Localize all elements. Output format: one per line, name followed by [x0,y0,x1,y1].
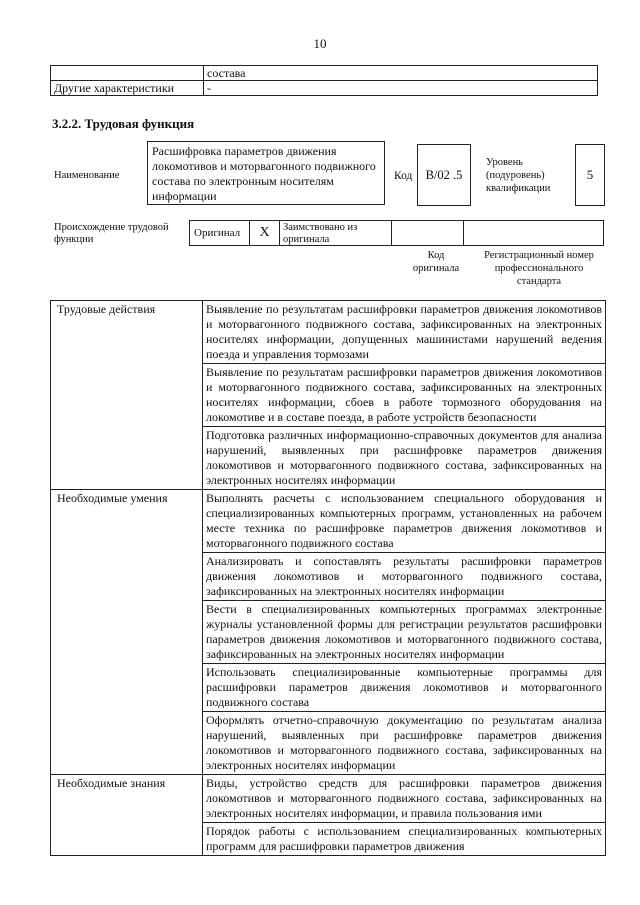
table-row [51,66,598,81]
page-number: 10 [313,36,327,51]
table-cell: Выявление по результатам расшифровки параметров движения локомотивов и моторвагонного подвижного состава, зафиксированных на электронных носителях информации, допущенных машинистами нарушений ведения поезда и управления тормозами [203,301,606,364]
borrowed-label: Заимствовано из оригинала [280,221,392,245]
function-code: B/02 .5 [425,167,463,182]
table-cell: Порядок работы с использованием специализированных компьютерных программ для расшифровки параметров движения [203,823,606,856]
function-details-table [50,300,606,856]
table-row [51,490,606,553]
original-label: Оригинал [190,221,250,245]
function-name-box: Расшифровка параметров движения локомотивов и моторвагонного подвижного состава по электронным носителям информации [147,141,385,205]
table-row [51,81,598,96]
empty-cell [464,221,603,245]
level-value: 5 [586,167,594,182]
table-cell-value: состава [204,66,598,81]
original-mark: X [250,221,280,245]
table-cell: Выявление по результатам расшифровки параметров движения локомотивов и моторвагонного подвижного состава, зафиксированных на электронных носителях информации, сбоев в работе тормозного оборудования на локомотиве и в составе поезда, в работе устройств безопасности [203,364,606,427]
code-label: Код [394,170,413,182]
table-cell: Вести в специализированных компьютерных программах электронные журналы установленной формы для регистрации результатов расшифровки параметров движения локомотивов и моторвагонного подвижного состава, зафиксированных на электронных носителях информации [203,601,606,664]
table-cell: Выполнять расчеты с использованием специального оборудования и специализированных компьютерных программ, установленных на рабочем месте техника по расшифровке параметров движения локомотивов и моторвагонного подвижного состава [203,490,606,553]
table-cell: Использовать специализированные компьютерные программы для расшифровки параметров движения локомотивов и моторвагонного подвижного состава [203,664,606,712]
table-cell: Оформлять отчетно-справочную документацию по результатам анализа нарушений, выявленных при расшифровке параметров движения локомотивов и моторвагонного подвижного состава, зафиксированных на электронных носителях информации [203,712,606,775]
level-label: Уровень (подуровень) квалификации [486,157,551,194]
function-code-box [417,144,471,206]
category-cell: Необходимые знания [51,775,203,856]
origin-label: Происхождение трудовой функции [54,222,169,245]
table-row [51,301,606,364]
table-row [51,775,606,823]
characteristics-table [50,65,598,96]
empty-cell [392,221,464,245]
name-label: Наименование [54,170,120,181]
section-title: 3.2.2. Трудовая функция [52,116,195,131]
code-original-caption: Код оригинала [412,250,460,274]
table-cell-value: - [204,81,598,96]
table-cell-label: Другие характеристики [51,81,204,96]
registration-number-caption: Регистрационный номер профессионального стандарта [484,250,594,287]
origin-table [189,220,604,246]
category-cell: Необходимые умения [51,490,203,775]
table-cell: Подготовка различных информационно-справочных документов для анализа нарушений, выявленных при расшифровке параметров движения локомотивов и моторвагонного подвижного состава, зафиксированных на электронных носителях информации [203,427,606,490]
table-cell: Виды, устройство средств для расшифровки параметров движения локомотивов и моторвагонного подвижного состава, зафиксированных на электронных носителях информации, и правила пользования ими [203,775,606,823]
level-box [575,144,605,206]
table-cell: Анализировать и сопоставлять результаты расшифровки параметров движения локомотивов и моторвагонного подвижного состава, зафиксированных на электронных носителях информации [203,553,606,601]
table-cell-label [51,66,204,81]
category-cell: Трудовые действия [51,301,203,490]
